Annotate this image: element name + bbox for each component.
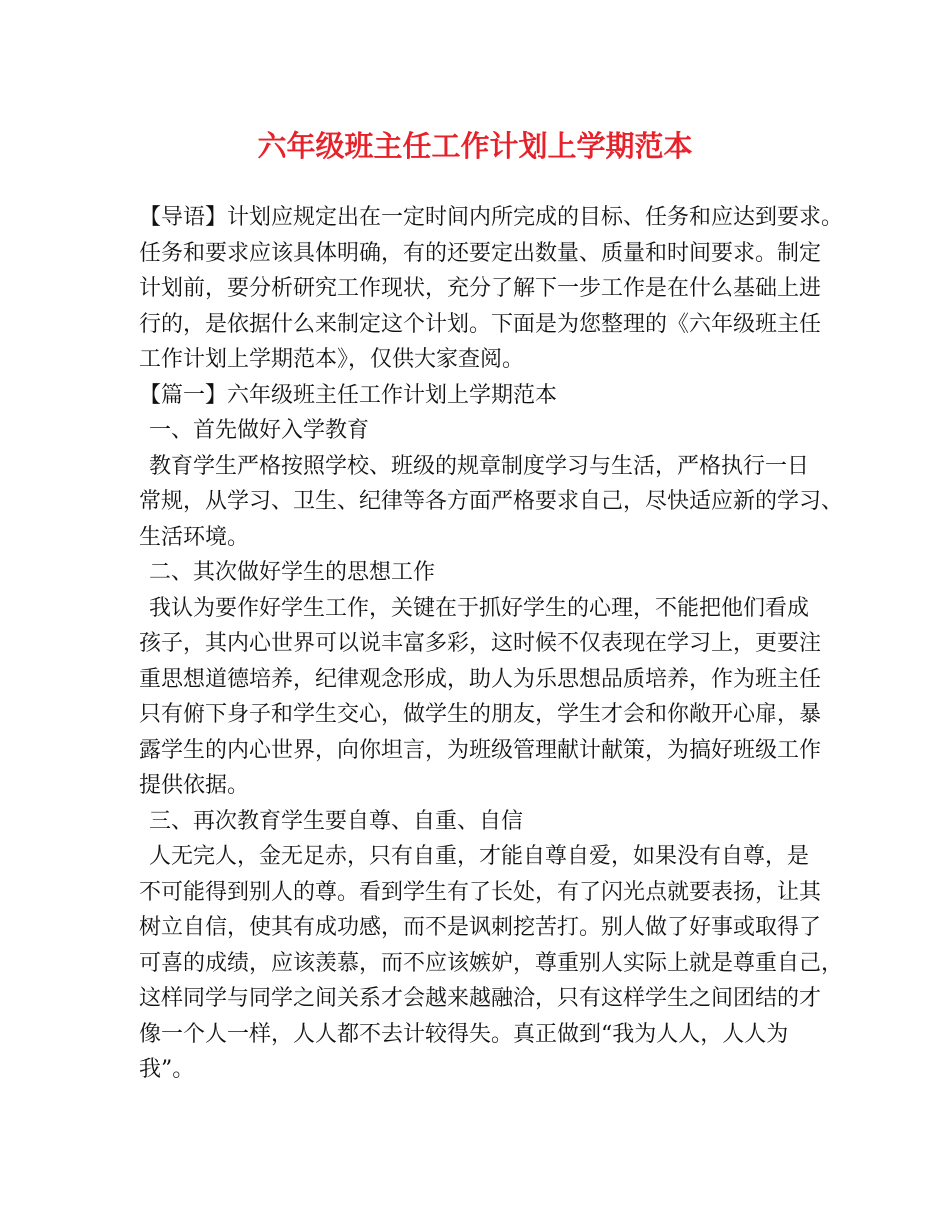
text-line: 人无完人，金无足赤，只有自重，才能自尊自爱，如果没有自尊，是 bbox=[149, 844, 810, 869]
text-line: 提供依据。 bbox=[139, 773, 250, 798]
document-title: 六年级班主任工作计划上学期范本 bbox=[257, 129, 693, 163]
text-line: 生活环境。 bbox=[139, 524, 250, 550]
text-line: 二、其次做好学生的思想工作 bbox=[149, 560, 436, 585]
text-line: 任务和要求应该具体明确，有的还要定出数量、质量和时间要求。制定 bbox=[139, 240, 822, 266]
text-line: 【导语】计划应规定出在一定时间内所完成的目标、任务和应达到要求。 bbox=[139, 205, 844, 230]
text-line: 不可能得到别人的尊。看到学生有了长处，有了闪光点就要表扬，让其 bbox=[139, 879, 822, 905]
text-line: 我”。 bbox=[139, 1057, 195, 1082]
text-line: 重思想道德培养，纪律观念形成，助人为乐思想品质培养，作为班主任 bbox=[139, 666, 822, 692]
text-line: 三、再次教育学生要自尊、自重、自信 bbox=[149, 808, 524, 834]
text-line: 树立自信，使其有成功感，而不是讽刺挖苦打。别人做了好事或取得了 bbox=[139, 915, 822, 940]
text-line: 教育学生严格按照学校、班级的规章制度学习与生活，严格执行一日 bbox=[149, 453, 810, 479]
text-line: 工作计划上学期范本》，仅供大家查阅。 bbox=[139, 347, 525, 372]
text-line: 一、首先做好入学教育 bbox=[149, 418, 370, 443]
text-line: 孩子，其内心世界可以说丰富多彩，这时候不仅表现在学习上，更要注 bbox=[139, 631, 822, 656]
text-line: 像一个人一样，人人都不去计较得失。真正做到“我为人人，人人为 bbox=[139, 1021, 789, 1047]
text-line: 只有俯下身子和学生交心，做学生的朋友，学生才会和你敞开心扉，暴 bbox=[139, 702, 822, 727]
text-line: 常规，从学习、卫生、纪律等各方面严格要求自己，尽快适应新的学习、 bbox=[139, 489, 844, 514]
text-line: 【篇一】六年级班主任工作计划上学期范本 bbox=[139, 382, 558, 408]
text-line: 计划前，要分析研究工作现状，充分了解下一步工作是在什么基础上进 bbox=[139, 276, 822, 301]
text-line: 这样同学与同学之间关系才会越来越融洽，只有这样学生之间团结的才 bbox=[139, 986, 822, 1011]
document-body bbox=[139, 200, 844, 1088]
text-line: 行的，是依据什么来制定这个计划。下面是为您整理的《六年级班主任 bbox=[139, 311, 822, 337]
text-line: 我认为要作好学生工作，关键在于抓好学生的心理，不能把他们看成 bbox=[149, 595, 810, 621]
text-line: 露学生的内心世界，向你坦言，为班级管理献计献策，为搞好班级工作 bbox=[139, 737, 822, 763]
text-line: 可喜的成绩，应该羡慕，而不应该嫉妒，尊重别人实际上就是尊重自己， bbox=[139, 950, 844, 976]
